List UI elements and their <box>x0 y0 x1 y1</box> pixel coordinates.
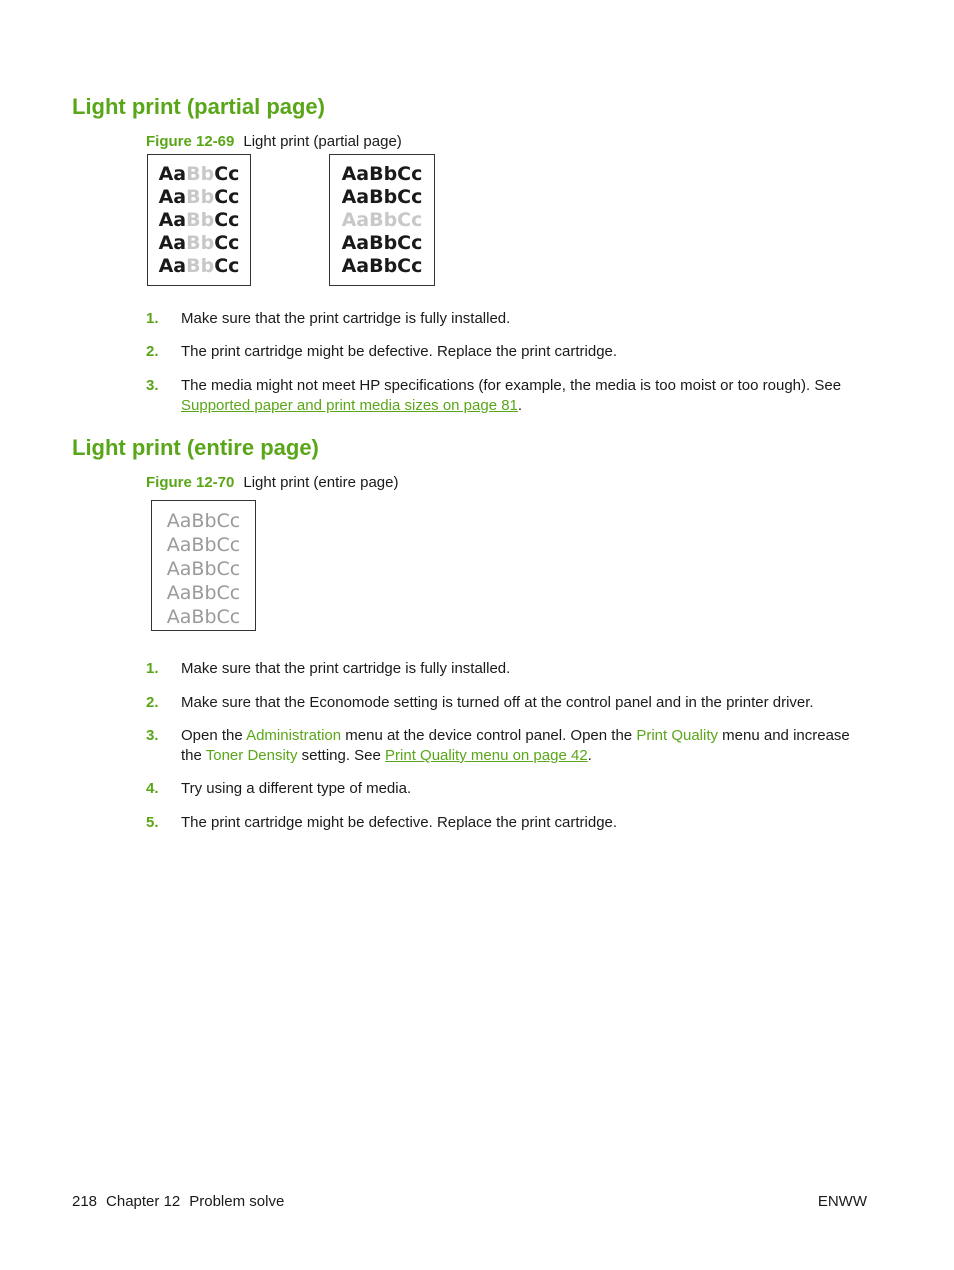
figure-caption-text: Light print (entire page) <box>243 474 399 491</box>
figure-caption-text: Light print (partial page) <box>243 133 402 150</box>
step-text: The print cartridge might be defective. Replace the print cartridge. <box>181 343 618 360</box>
sample-line: AaBbCc <box>341 232 423 254</box>
page-number: 218 <box>72 1193 98 1210</box>
sample-line-light: AaBbCc <box>166 582 241 604</box>
link-supported-paper-sizes[interactable]: Supported paper and print media sizes on page 81 <box>181 397 518 414</box>
step-number: 2. <box>146 343 159 360</box>
sample-partial-vertical-fade <box>147 154 251 286</box>
step-number: 5. <box>146 814 159 831</box>
sample-line: AaBbCc <box>341 163 423 185</box>
step-text: The print cartridge might be defective. Replace the print cartridge. <box>181 814 618 831</box>
sample-line: AaBbCc <box>158 163 240 185</box>
section-heading-partial-page: Light print (partial page) <box>72 94 325 119</box>
step-number: 4. <box>146 780 159 797</box>
step-number: 3. <box>146 377 159 394</box>
menu-name-administration: Administration <box>246 727 342 744</box>
step-number: 1. <box>146 310 159 327</box>
step-number: 2. <box>146 694 159 711</box>
sample-line: AaBbCc <box>341 255 423 277</box>
footer-right: ENWW <box>817 1193 867 1210</box>
step-text: Make sure that the print cartridge is fully installed. <box>181 660 511 677</box>
footer-chapter-title: Problem solve <box>189 1193 285 1210</box>
step-text: Make sure that the Economode setting is turned off at the control panel and in the printer driver. <box>181 694 814 711</box>
sample-partial-horizontal-fade <box>329 154 435 286</box>
step-text: Open the Administration menu at the device control panel. Open the Print Quality menu and increase the Toner Density setting. See Print Quality menu on page 42. <box>181 727 850 764</box>
sample-entire-page-light <box>151 500 256 631</box>
sample-line: AaBbCc <box>158 232 240 254</box>
link-print-quality-menu[interactable]: Print Quality menu on page 42 <box>385 747 588 764</box>
sample-line-faded: AaBbCc <box>341 209 423 231</box>
setting-name-toner-density: Toner Density <box>205 747 298 764</box>
step-text: Make sure that the print cartridge is fully installed. <box>181 310 511 327</box>
menu-name-print-quality: Print Quality <box>636 727 719 744</box>
sample-line-light: AaBbCc <box>166 534 241 556</box>
figure-number: Figure 12-70 <box>146 474 235 491</box>
section-heading-entire-page: Light print (entire page) <box>72 435 319 460</box>
figure-caption-12-70 <box>146 474 398 491</box>
sample-line-light: AaBbCc <box>166 606 241 628</box>
step-number: 1. <box>146 660 159 677</box>
figure-number: Figure 12-69 <box>146 133 235 150</box>
sample-line-light: AaBbCc <box>166 510 241 532</box>
sample-line: AaBbCc <box>158 186 240 208</box>
footer-chapter: Chapter 12 <box>106 1193 181 1210</box>
figure-caption-12-69 <box>146 133 402 150</box>
sample-line: AaBbCc <box>158 255 240 277</box>
footer-left <box>72 1193 293 1210</box>
step-number: 3. <box>146 727 159 744</box>
sample-line: AaBbCc <box>158 209 240 231</box>
step-text: The media might not meet HP specifications (for example, the media is too moist or too rough). See Supported paper and print media sizes on page 81. <box>181 377 842 414</box>
sample-line: AaBbCc <box>341 186 423 208</box>
sample-line-light: AaBbCc <box>166 558 241 580</box>
step-text: Try using a different type of media. <box>181 780 412 797</box>
